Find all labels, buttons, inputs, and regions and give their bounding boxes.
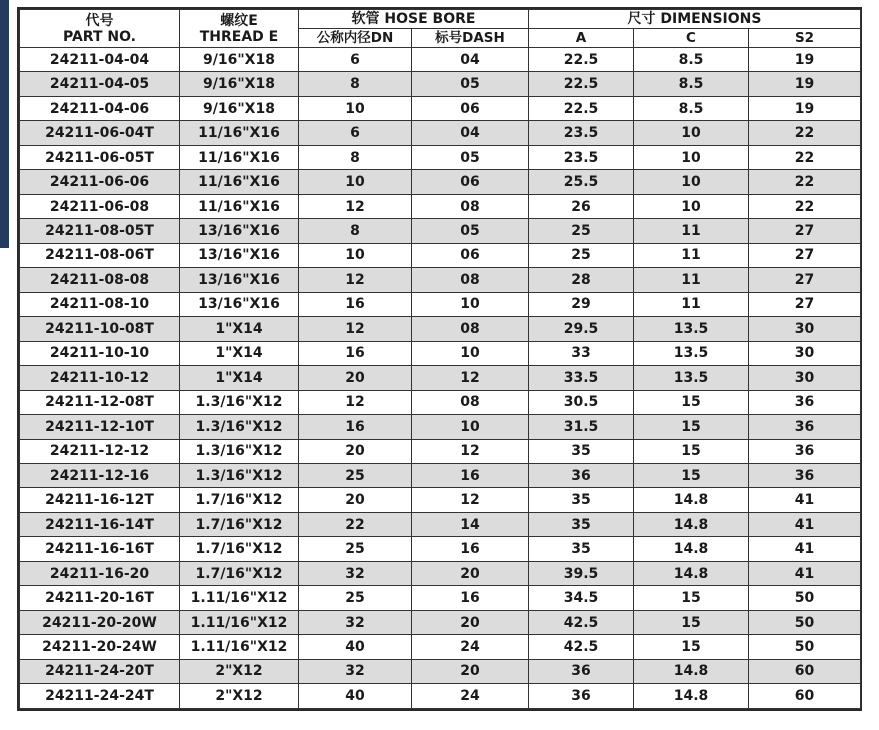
cell-dash: 08 [412,194,529,218]
cell-part: 24211-08-08 [20,268,180,292]
cell-a: 42.5 [529,635,634,659]
cell-a: 28 [529,268,634,292]
cell-part: 24211-10-10 [20,341,180,365]
cell-s2: 22 [749,194,861,218]
cell-dn: 10 [299,170,412,194]
cell-c: 15 [634,415,749,439]
cell-dash: 20 [412,659,529,683]
header-dash: 标号DASH [412,29,529,48]
header-dn: 公称内径DN [299,29,412,48]
cell-c: 13.5 [634,341,749,365]
cell-dn: 12 [299,268,412,292]
cell-s2: 19 [749,96,861,120]
cell-dn: 16 [299,341,412,365]
cell-s2: 19 [749,48,861,72]
table-row [20,268,861,292]
table-row [20,317,861,341]
cell-dn: 20 [299,488,412,512]
cell-s2: 36 [749,415,861,439]
cell-part: 24211-12-10T [20,415,180,439]
cell-c: 15 [634,635,749,659]
cell-dn: 8 [299,219,412,243]
cell-dash: 12 [412,439,529,463]
cell-dn: 10 [299,243,412,267]
cell-a: 30.5 [529,390,634,414]
cell-dash: 10 [412,341,529,365]
table-row [20,366,861,390]
header-thread [180,10,299,48]
cell-a: 22.5 [529,96,634,120]
cell-s2: 60 [749,684,861,709]
table-row [20,243,861,267]
cell-thread: 1.7/16"X12 [180,512,299,536]
table-row [20,610,861,634]
table-row [20,488,861,512]
cell-dash: 14 [412,512,529,536]
cell-thread: 1"X14 [180,366,299,390]
cell-a: 35 [529,512,634,536]
cell-dn: 12 [299,317,412,341]
cell-thread: 1.7/16"X12 [180,561,299,585]
table-row [20,48,861,72]
table-row [20,72,861,96]
table-row [20,635,861,659]
table-row [20,439,861,463]
cell-c: 15 [634,390,749,414]
table-row [20,561,861,585]
cell-dash: 10 [412,415,529,439]
cell-c: 15 [634,463,749,487]
cell-thread: 13/16"X16 [180,219,299,243]
cell-s2: 41 [749,537,861,561]
cell-dn: 10 [299,96,412,120]
cell-part: 24211-12-16 [20,463,180,487]
cell-a: 33.5 [529,366,634,390]
cell-part: 24211-06-04T [20,121,180,145]
cell-thread: 1.3/16"X12 [180,463,299,487]
cell-dash: 05 [412,72,529,96]
cell-s2: 30 [749,366,861,390]
cell-part: 24211-04-06 [20,96,180,120]
cell-c: 10 [634,145,749,169]
cell-c: 11 [634,268,749,292]
cell-a: 22.5 [529,72,634,96]
cell-s2: 27 [749,243,861,267]
cell-dn: 8 [299,72,412,96]
cell-s2: 41 [749,512,861,536]
cell-s2: 50 [749,610,861,634]
cell-thread: 1"X14 [180,317,299,341]
cell-a: 33 [529,341,634,365]
cell-thread: 13/16"X16 [180,243,299,267]
cell-part: 24211-16-14T [20,512,180,536]
cell-dn: 32 [299,610,412,634]
cell-part: 24211-04-05 [20,72,180,96]
cell-c: 8.5 [634,96,749,120]
cell-dash: 05 [412,219,529,243]
cell-c: 15 [634,439,749,463]
header-part-cn: 代号 [85,12,114,29]
cell-thread: 1.11/16"X12 [180,586,299,610]
table-row [20,512,861,536]
table-row [20,145,861,169]
cell-s2: 36 [749,439,861,463]
header-thread-en: THREAD E [199,28,279,45]
cell-s2: 22 [749,145,861,169]
cell-dash: 06 [412,170,529,194]
cell-s2: 50 [749,586,861,610]
cell-s2: 36 [749,390,861,414]
cell-a: 26 [529,194,634,218]
cell-a: 35 [529,488,634,512]
cell-thread: 2"X12 [180,659,299,683]
cell-c: 14.8 [634,512,749,536]
cell-part: 24211-08-10 [20,292,180,316]
cell-a: 42.5 [529,610,634,634]
cell-s2: 30 [749,317,861,341]
cell-dash: 24 [412,635,529,659]
cell-c: 14.8 [634,488,749,512]
cell-c: 10 [634,194,749,218]
cell-part: 24211-06-08 [20,194,180,218]
cell-dash: 24 [412,684,529,709]
cell-c: 11 [634,243,749,267]
table-row [20,537,861,561]
cell-part: 24211-10-12 [20,366,180,390]
cell-part: 24211-16-16T [20,537,180,561]
header-s2: S2 [749,29,861,48]
cell-c: 13.5 [634,366,749,390]
cell-a: 23.5 [529,121,634,145]
cell-s2: 27 [749,292,861,316]
dimensions-table [19,9,861,709]
cell-a: 35 [529,537,634,561]
cell-dash: 08 [412,268,529,292]
cell-a: 22.5 [529,48,634,72]
cell-c: 15 [634,586,749,610]
cell-dash: 06 [412,96,529,120]
cell-thread: 1.3/16"X12 [180,390,299,414]
cell-dash: 12 [412,488,529,512]
cell-thread: 1.7/16"X12 [180,488,299,512]
cell-a: 39.5 [529,561,634,585]
header-dimensions: 尺寸 DIMENSIONS [529,10,861,29]
cell-dash: 10 [412,292,529,316]
cell-a: 36 [529,659,634,683]
cell-dash: 08 [412,317,529,341]
cell-c: 10 [634,170,749,194]
cell-dn: 25 [299,586,412,610]
cell-c: 8.5 [634,72,749,96]
cell-thread: 11/16"X16 [180,194,299,218]
cell-a: 25.5 [529,170,634,194]
cell-thread: 1.11/16"X12 [180,635,299,659]
cell-dash: 12 [412,366,529,390]
cell-a: 23.5 [529,145,634,169]
cell-part: 24211-16-20 [20,561,180,585]
table-row [20,390,861,414]
cell-s2: 27 [749,219,861,243]
table-row [20,463,861,487]
cell-part: 24211-20-20W [20,610,180,634]
cell-thread: 9/16"X18 [180,96,299,120]
cell-dash: 16 [412,537,529,561]
cell-part: 24211-06-05T [20,145,180,169]
cell-part: 24211-24-24T [20,684,180,709]
cell-thread: 13/16"X16 [180,292,299,316]
cell-thread: 11/16"X16 [180,145,299,169]
cell-part: 24211-12-08T [20,390,180,414]
dimensions-table-frame [17,7,862,711]
header-part-no [20,10,180,48]
table-row [20,194,861,218]
cell-dn: 32 [299,659,412,683]
cell-dash: 04 [412,121,529,145]
cell-s2: 30 [749,341,861,365]
cell-c: 15 [634,610,749,634]
cell-thread: 9/16"X18 [180,72,299,96]
cell-dn: 6 [299,48,412,72]
header-a: A [529,29,634,48]
cell-part: 24211-04-04 [20,48,180,72]
cell-a: 36 [529,463,634,487]
cell-part: 24211-08-05T [20,219,180,243]
cell-dash: 20 [412,610,529,634]
cell-a: 36 [529,684,634,709]
cell-c: 14.8 [634,537,749,561]
cell-thread: 11/16"X16 [180,121,299,145]
cell-dn: 40 [299,684,412,709]
cell-c: 13.5 [634,317,749,341]
header-c: C [634,29,749,48]
cell-dn: 16 [299,292,412,316]
cell-s2: 22 [749,170,861,194]
cell-s2: 22 [749,121,861,145]
cell-s2: 41 [749,488,861,512]
cell-c: 14.8 [634,561,749,585]
cell-s2: 41 [749,561,861,585]
table-row [20,586,861,610]
table-row [20,121,861,145]
cell-a: 25 [529,243,634,267]
cell-a: 31.5 [529,415,634,439]
cell-s2: 19 [749,72,861,96]
cell-a: 29.5 [529,317,634,341]
cell-part: 24211-12-12 [20,439,180,463]
cell-dn: 16 [299,415,412,439]
cell-thread: 1.3/16"X12 [180,439,299,463]
cell-part: 24211-10-08T [20,317,180,341]
cell-dn: 25 [299,537,412,561]
table-row [20,659,861,683]
table-row [20,219,861,243]
cell-c: 8.5 [634,48,749,72]
cell-dash: 05 [412,145,529,169]
cell-dash: 04 [412,48,529,72]
cell-a: 25 [529,219,634,243]
cell-c: 11 [634,292,749,316]
header-thread-cn: 螺纹E [220,12,258,29]
cell-dash: 20 [412,561,529,585]
cell-a: 29 [529,292,634,316]
cell-dn: 40 [299,635,412,659]
header-part-en: PART NO. [62,28,136,45]
header-hose-bore: 软管 HOSE BORE [299,10,529,29]
cell-thread: 1"X14 [180,341,299,365]
cell-part: 24211-08-06T [20,243,180,267]
cell-c: 14.8 [634,684,749,709]
table-row [20,341,861,365]
table-row [20,170,861,194]
cell-dn: 12 [299,194,412,218]
table-row [20,415,861,439]
cell-dash: 16 [412,463,529,487]
cell-dn: 20 [299,439,412,463]
cell-dn: 20 [299,366,412,390]
table-body [20,48,861,709]
cell-dash: 06 [412,243,529,267]
cell-thread: 9/16"X18 [180,48,299,72]
cell-part: 24211-24-20T [20,659,180,683]
table-row [20,684,861,709]
cell-thread: 1.11/16"X12 [180,610,299,634]
cell-dn: 22 [299,512,412,536]
cell-dn: 8 [299,145,412,169]
cell-c: 11 [634,219,749,243]
cell-a: 34.5 [529,586,634,610]
cell-dn: 32 [299,561,412,585]
cell-c: 14.8 [634,659,749,683]
cell-a: 35 [529,439,634,463]
cell-thread: 2"X12 [180,684,299,709]
cell-thread: 13/16"X16 [180,268,299,292]
table-row [20,96,861,120]
cell-s2: 50 [749,635,861,659]
cell-part: 24211-16-12T [20,488,180,512]
table-row [20,292,861,316]
cell-s2: 60 [749,659,861,683]
left-edge-bar [0,0,9,248]
cell-s2: 36 [749,463,861,487]
cell-thread: 1.7/16"X12 [180,537,299,561]
cell-dash: 16 [412,586,529,610]
cell-dash: 08 [412,390,529,414]
cell-dn: 12 [299,390,412,414]
cell-part: 24211-06-06 [20,170,180,194]
cell-s2: 27 [749,268,861,292]
cell-part: 24211-20-16T [20,586,180,610]
cell-part: 24211-20-24W [20,635,180,659]
cell-thread: 11/16"X16 [180,170,299,194]
cell-c: 10 [634,121,749,145]
cell-dn: 25 [299,463,412,487]
cell-thread: 1.3/16"X12 [180,415,299,439]
cell-dn: 6 [299,121,412,145]
